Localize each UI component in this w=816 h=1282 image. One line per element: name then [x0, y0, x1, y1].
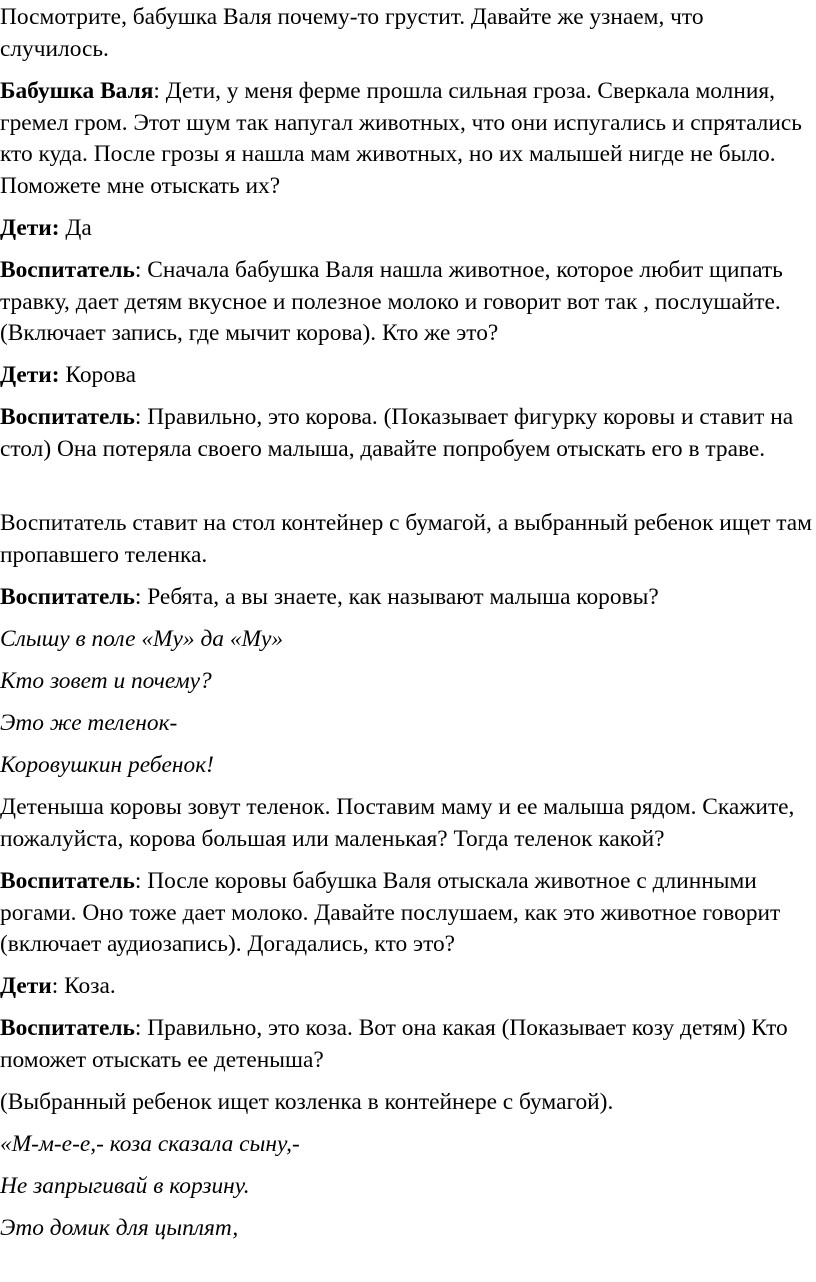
- paragraph-text: Дети, у меня ферме прошла сильная гроза. Сверкала молния, гремел гром. Этот шум так напугал животных, что они испугались и спрятались кто куда. После грозы я нашла мам животных, но их малышей нигде не было. Поможете мне отыскать их?: [0, 78, 802, 199]
- poem-line: [0, 624, 812, 656]
- speaker-label: Воспитатель: [0, 404, 135, 430]
- speaker-separator: :: [134, 868, 148, 894]
- poem-line-text: Это же теленок-: [0, 710, 178, 736]
- speaker-label: Дети: [0, 973, 52, 999]
- speaker-label: Дети:: [0, 362, 60, 388]
- paragraph-narration: [0, 508, 812, 571]
- paragraph-children-reply: [0, 213, 812, 245]
- speaker-label: Воспитатель: [0, 1015, 135, 1041]
- speaker-label: Воспитатель: [0, 868, 135, 894]
- poem-line: [0, 1129, 812, 1161]
- speaker-separator: :: [134, 404, 148, 430]
- speaker-separator: :: [134, 584, 148, 610]
- poem-line: [0, 750, 812, 782]
- paragraph-text: Корова: [65, 362, 137, 388]
- paragraph-grandma-speech: [0, 76, 812, 202]
- speaker-label: Бабушка Валя: [0, 78, 154, 104]
- paragraph-narration: [0, 792, 812, 855]
- paragraph-text: Да: [65, 215, 92, 241]
- paragraph-text: Воспитатель ставит на стол контейнер с бумагой, а выбранный ребенок ищет там пропавшего теленка.: [0, 510, 812, 568]
- speaker-separator: :: [51, 973, 65, 999]
- paragraph-intro: [0, 2, 812, 65]
- paragraph-text: Ребята, а вы знаете, как называют малыша коровы?: [147, 584, 659, 610]
- paragraph-teacher-speech: [0, 402, 812, 465]
- poem-line-text: Это домик для цыплят,: [0, 1215, 239, 1241]
- paragraph-text: Коза.: [64, 973, 116, 999]
- paragraph-text: Детеныша коровы зовут теленок. Поставим маму и ее малыша рядом. Скажите, пожалуйста, корова большая или маленькая? Тогда теленок какой?: [0, 794, 795, 852]
- speaker-separator: :: [153, 78, 166, 104]
- poem-line-text: «М-м-е-е,- коза сказала сыну,-: [0, 1131, 300, 1157]
- paragraph-children-reply: [0, 360, 812, 392]
- paragraph-children-reply: [0, 971, 812, 1003]
- paragraph-text: Правильно, это корова. (Показывает фигурку коровы и ставит на стол) Она потеряла своего малыша, давайте попробуем отыскать его в траве.: [0, 404, 794, 462]
- speaker-separator: :: [134, 1015, 148, 1041]
- poem-line: [0, 1213, 812, 1245]
- poem-line-text: Кто зовет и почему?: [0, 668, 212, 694]
- paragraph-text: Правильно, это коза. Вот она какая (Показывает козу детям) Кто поможет отыскать ее детеныша?: [0, 1015, 788, 1073]
- poem-line-text: Слышу в поле «Му» да «Му»: [0, 626, 284, 652]
- poem-line-text: Не запрыгивай в корзину.: [0, 1173, 250, 1199]
- speaker-label: Воспитатель: [0, 584, 135, 610]
- poem-line: [0, 1171, 812, 1203]
- poem-line: [0, 708, 812, 740]
- paragraph-teacher-speech: [0, 866, 812, 961]
- paragraph-text: (Выбранный ребенок ищет козленка в контейнере с бумагой).: [0, 1089, 614, 1115]
- speaker-label: Воспитатель: [0, 257, 135, 283]
- paragraph-teacher-speech: [0, 582, 812, 614]
- speaker-separator: :: [134, 257, 148, 283]
- paragraph-teacher-speech: [0, 1013, 812, 1076]
- paragraph-text: Сначала бабушка Валя нашла животное, которое любит щипать травку, дает детям вкусное и полезное молоко и говорит вот так , послушайте. (Включает запись, где мычит корова). Кто же это?: [0, 257, 783, 346]
- poem-line-text: Коровушкин ребенок!: [0, 752, 214, 778]
- speaker-label: Дети:: [0, 215, 60, 241]
- paragraph-teacher-speech: [0, 255, 812, 350]
- poem-line: [0, 666, 812, 698]
- paragraph-narration: [0, 1087, 812, 1119]
- paragraph-text: Посмотрите, бабушка Валя почему-то грустит. Давайте же узнаем, что случилось.: [0, 4, 704, 62]
- paragraph-text: После коровы бабушка Валя отыскала животное с длинными рогами. Оно тоже дает молоко. Давайте послушаем, как это животное говорит (включает аудиозапись). Догадались, кто это?: [0, 868, 781, 957]
